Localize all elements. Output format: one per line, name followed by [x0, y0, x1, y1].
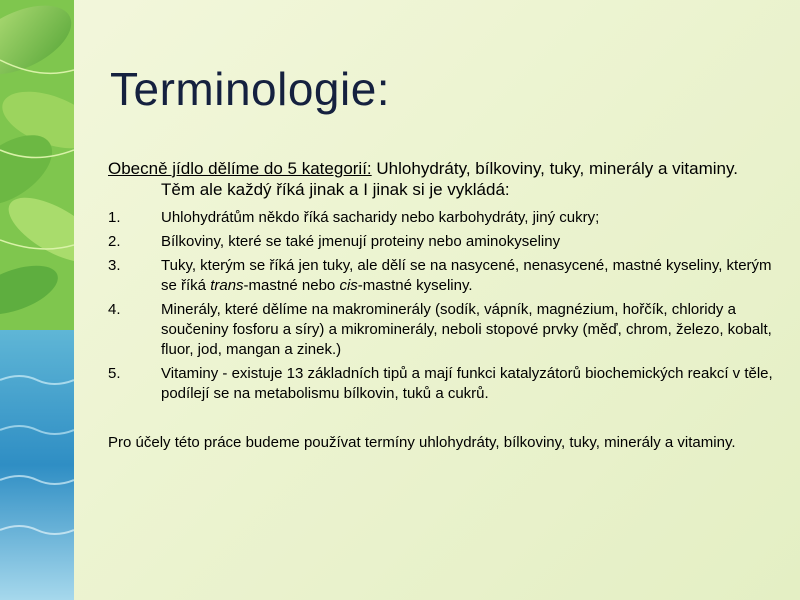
- list-item: [108, 256, 776, 296]
- list-item-number: 4.: [108, 301, 121, 318]
- slide-title: Terminologie:: [110, 63, 391, 115]
- list-item-number: 5.: [108, 365, 121, 382]
- slide-body: [108, 158, 776, 453]
- list-item-number: 2.: [108, 233, 121, 250]
- intro-text: Uhlohydráty, bílkoviny, tuky, minerály a vitaminy. Těm ale každý říká jinak a I jinak si je vykládá:: [161, 159, 738, 199]
- list-item-text: Bílkoviny, které se také jmenují proteiny nebo aminokyseliny: [161, 233, 561, 250]
- italic-term-trans: trans: [210, 277, 244, 294]
- intro-underlined-text: Obecně jídlo dělíme do 5 kategorií:: [108, 159, 372, 178]
- list-item-number: 3.: [108, 257, 121, 274]
- list-item: [108, 208, 776, 228]
- list-item: [108, 300, 776, 360]
- list-item-text: Uhlohydrátům někdo říká sacharidy nebo karbohydráty, jiný cukry;: [161, 209, 600, 226]
- category-list: [108, 208, 776, 404]
- list-item-text-middle: -mastné nebo: [243, 277, 340, 294]
- list-item-text: Vitaminy - existuje 13 základních tipů a mají funkci katalyzátorů biochemických reakcí v těle, podílejí se na metabolismu bílkovin, tuků a cukrů.: [161, 365, 773, 402]
- list-item: [108, 232, 776, 252]
- leaf-water-image: [0, 0, 74, 600]
- decorative-leaf-water-strip: [0, 0, 74, 600]
- intro-paragraph: [108, 158, 776, 200]
- list-item-number: 1.: [108, 209, 121, 226]
- italic-term-cis: cis: [339, 277, 358, 294]
- list-item-text-end: -mastné kyseliny.: [357, 277, 473, 294]
- list-item-text-start: Tuky, kterým se říká jen tuky, ale dělí se na nasycené, nenasycené, mastné kyseliny, kterým se říká: [161, 257, 772, 294]
- list-item-text: Minerály, které dělíme na makrominerály (sodík, vápník, magnézium, hořčík, chloridy a součeniny fosforu a síry) a mikrominerály, neboli stopové prvky (měď, chrom, železo, kobalt, fluor, jod, mangan a zinek.): [161, 301, 772, 358]
- list-item: [108, 364, 776, 404]
- closing-paragraph: Pro účely této práce budeme používat termíny uhlohydráty, bílkoviny, tuky, minerály a vitaminy.: [108, 434, 736, 451]
